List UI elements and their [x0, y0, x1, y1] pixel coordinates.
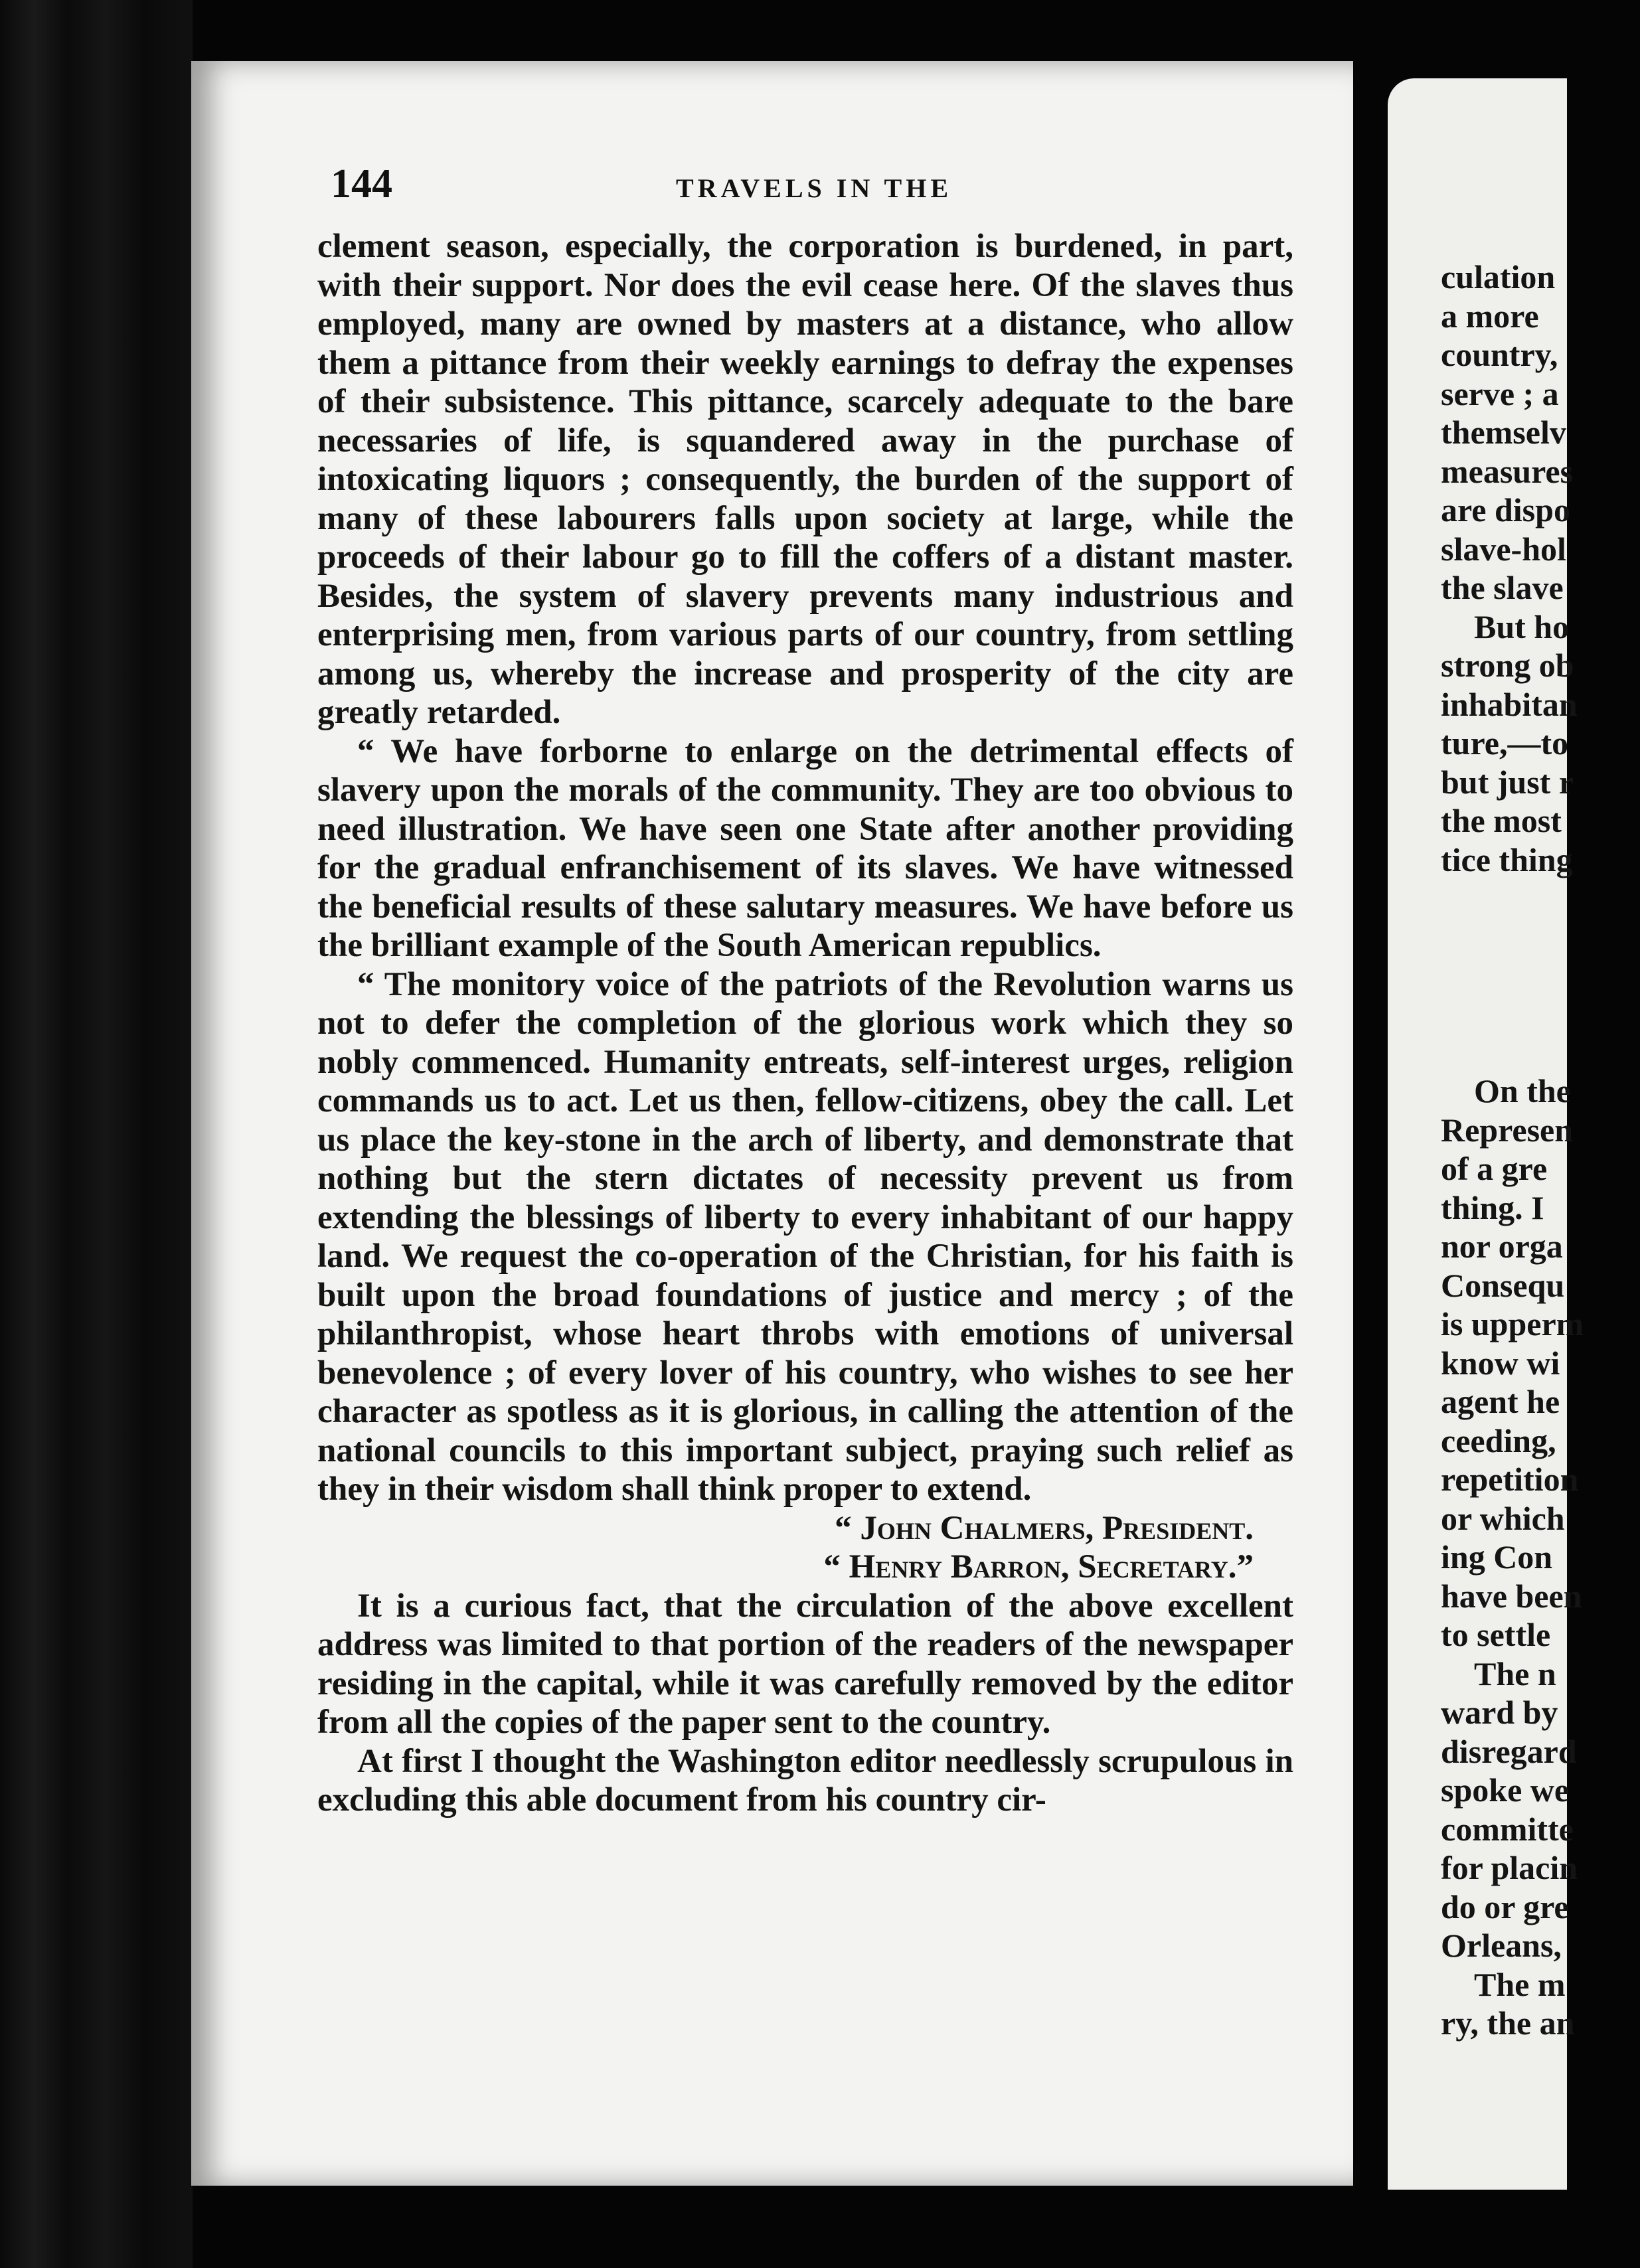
right-page-line: the most: [1441, 802, 1562, 839]
right-page-line: The n: [1474, 1655, 1556, 1692]
right-page-line: to settle: [1441, 1616, 1551, 1653]
right-page-line: do or gre: [1441, 1888, 1569, 1925]
paragraph-5: At first I thought the Washington editor needlessly scrupulous in excluding this able document from his country cir-: [317, 1742, 1293, 1819]
right-page-line: ing Con: [1441, 1538, 1553, 1576]
right-page-line: nor orga: [1441, 1228, 1563, 1265]
right-page-line: for placin: [1441, 1849, 1578, 1886]
right-page-line: slave-hol: [1441, 530, 1566, 568]
right-page-line: But ho: [1474, 608, 1570, 645]
paragraph-3: “ The monitory voice of the patriots of the Revolution warns us not to defer the completion of the glorious work which they so nobly commenced. Humanity entreats, self-interest urges, religion commands us to act. Let us then, fellow-citizens, obey the call. Let us place the key-stone in the arch of liberty, and demonstrate that nothing but the stern dictates of necessity prevent us from extending the blessings of liberty to every inhabitant of our happy land. We request the co-operation of the Christian, for his faith is built upon the broad foundations of justice and mercy ; of the philanthropist, whose heart throbs with emotions of universal benevolence ; of every lover of his country, who wishes to see her character as spotless as it is glorious, in calling the attention of the national councils to this important subject, praying such relief as they in their wisdom shall think proper to extend.: [317, 965, 1293, 1508]
signature-president: “ John Chalmers, President.: [835, 1509, 1254, 1547]
left-page: [191, 61, 1353, 2186]
right-page-line: culation: [1441, 258, 1556, 295]
signature-block: [317, 1509, 1293, 1587]
right-page-line: a more: [1441, 297, 1539, 335]
right-page-line: disregard: [1441, 1732, 1577, 1770]
right-page-line: strong ob: [1441, 647, 1574, 684]
right-page-line: thing. I: [1441, 1188, 1544, 1226]
body-text: [317, 227, 1293, 1820]
paragraph-4: It is a curious fact, that the circulation of the above excellent address was limited to that portion of the readers of the newspaper residing in the capital, while it was carefully removed by the editor from all the copies of the paper sent to the country.: [317, 1587, 1293, 1741]
right-page-line: committe: [1441, 1810, 1574, 1848]
right-page-line: inhabitan: [1441, 685, 1578, 723]
page-header: [331, 161, 1154, 214]
right-page-line: or which: [1441, 1499, 1565, 1537]
right-page-line: agent he: [1441, 1383, 1560, 1420]
right-page-line: ward by: [1441, 1694, 1558, 1731]
page-number: 144: [331, 161, 392, 206]
right-page-text: [1441, 258, 1640, 2043]
right-page-line: Consequ: [1441, 1266, 1565, 1304]
right-page-line: country,: [1441, 336, 1558, 373]
right-page-line: measures: [1441, 452, 1574, 490]
right-page-line: repetition: [1441, 1461, 1579, 1498]
paragraph-1: clement season, especially, the corporation is burdened, in part, with their support. Nor does the evil cease here. Of the slaves thus employed, many are owned by masters at a distance, who allow them a pittance from their weekly earnings to defray the expenses of their subsistence. This pittance, scarcely adequate to the bare necessaries of life, is squandered away in the purchase of intoxicating liquors ; consequently, the burden of the support of many of these labourers falls upon society at large, while the proceeds of their labour go to fill the coffers of a distant master. Besides, the system of slavery prevents many industrious and enterprising men, from various parts of our country, from settling among us, whereby the increase and prosperity of the city are greatly retarded.: [317, 228, 1293, 731]
right-page-line: but just r: [1441, 763, 1574, 801]
right-page-line: have been: [1441, 1577, 1582, 1615]
paragraph-2: “ We have forborne to enlarge on the detrimental effects of slavery upon the morals of the community. They are too obvious to need illustration. We have seen one State after another providing for the gradual enfranchisement of its slaves. We have witnessed the beneficial results of these salutary measures. We have before us the brilliant example of the South American republics.: [317, 732, 1293, 964]
right-page-line: the slave: [1441, 569, 1564, 606]
right-page-line: Represen: [1441, 1111, 1574, 1149]
right-page-line: are dispo: [1441, 491, 1570, 528]
right-page-line: On the: [1474, 1072, 1571, 1109]
right-page-line: ture,—to: [1441, 724, 1569, 762]
right-page-line: spoke we: [1441, 1771, 1570, 1809]
right-page-line: ceeding,: [1441, 1421, 1556, 1459]
right-page-line: serve ; a: [1441, 374, 1559, 412]
right-page-line: ry, the an: [1441, 2004, 1575, 2042]
right-page-line: of a gre: [1441, 1150, 1548, 1187]
running-head: TRAVELS IN THE: [676, 173, 952, 203]
right-page-line: know wi: [1441, 1344, 1560, 1382]
right-page-line: is upperm: [1441, 1305, 1584, 1342]
right-page-line: themselv: [1441, 414, 1566, 451]
right-page-gap: [1441, 879, 1640, 1072]
right-page-line: Orleans,: [1441, 1927, 1562, 1964]
right-page-line: tice thing: [1441, 841, 1573, 878]
signature-secretary: “ Henry Barron, Secretary.”: [823, 1548, 1254, 1585]
book-binding: [0, 0, 193, 2268]
right-page-line: The m: [1474, 1965, 1566, 2003]
right-page: [1388, 78, 1584, 2190]
